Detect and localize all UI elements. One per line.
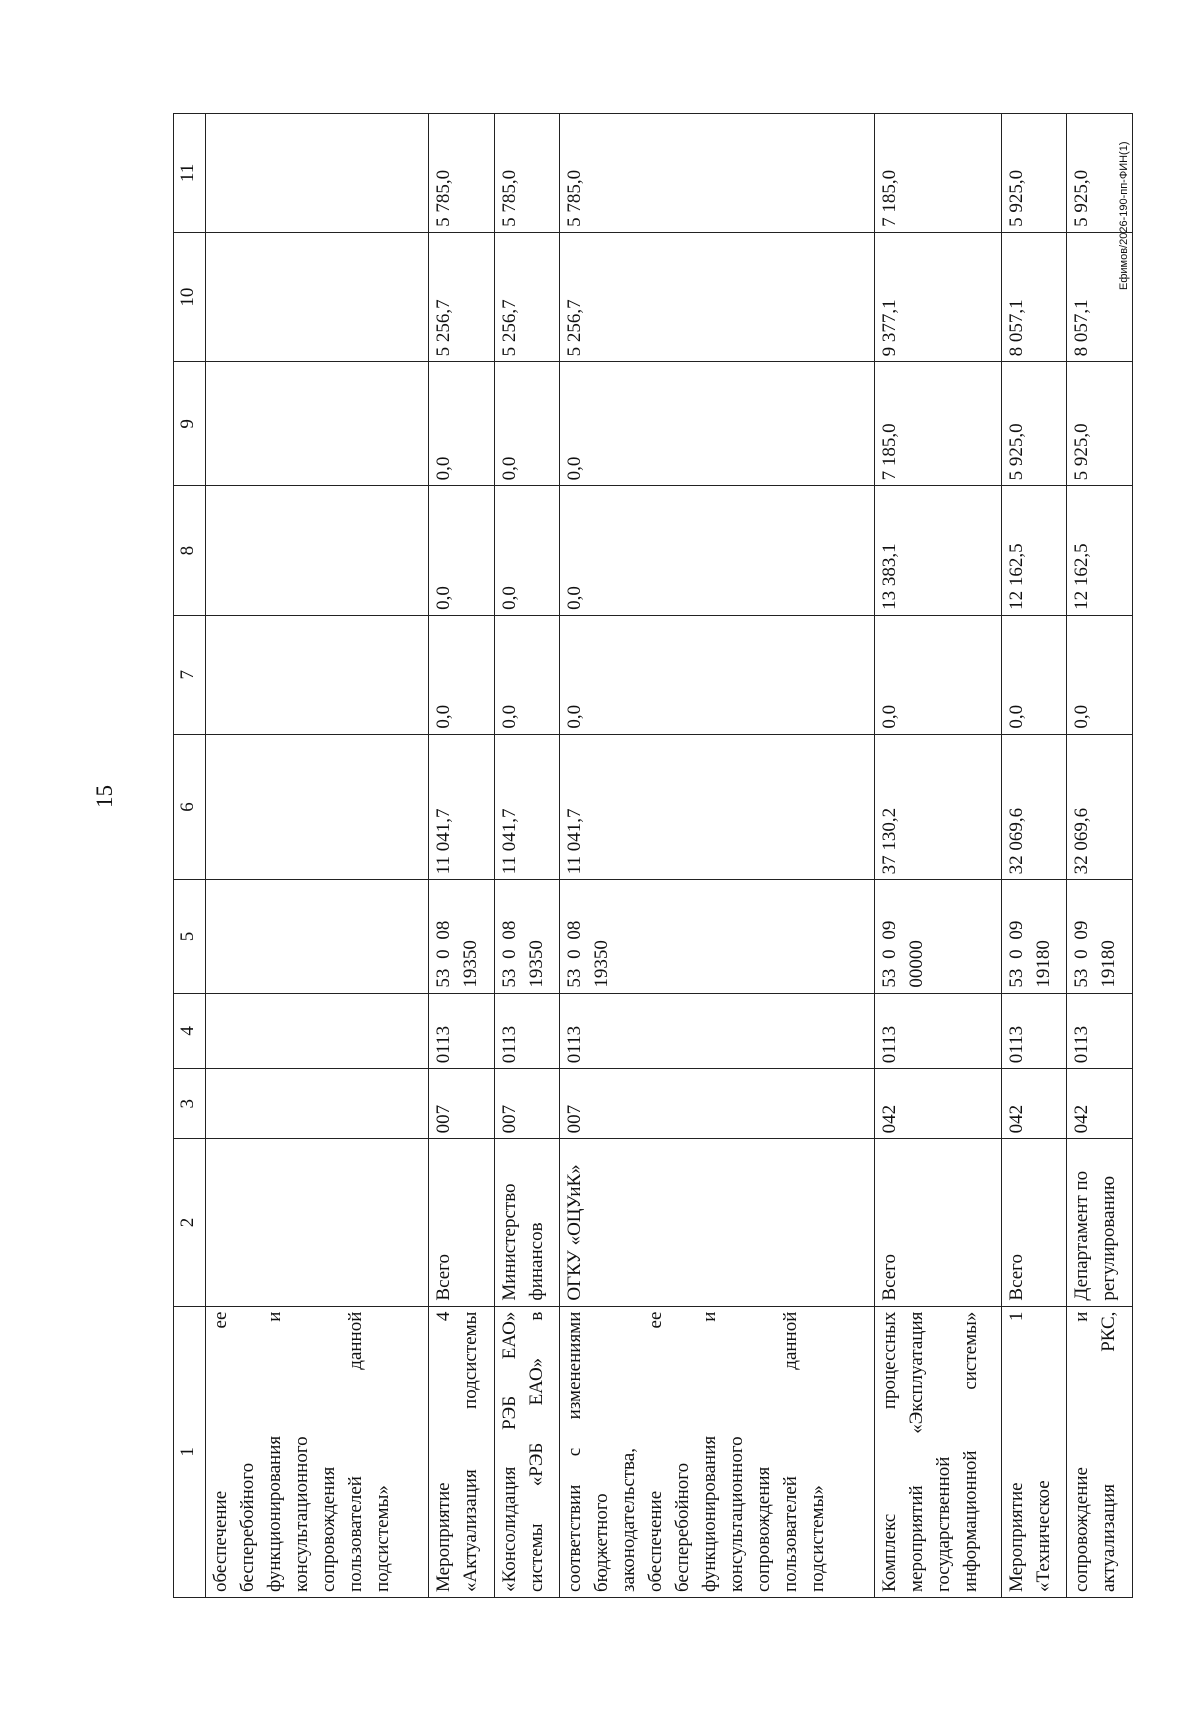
- header-cell: 4: [174, 993, 206, 1069]
- cell-value: [205, 232, 428, 362]
- header-cell: 1: [174, 1306, 206, 1597]
- cell-value: 12 162,5: [1067, 486, 1133, 616]
- cell-code: 042: [874, 1069, 1001, 1139]
- cell-value: 37 130,2: [874, 734, 1001, 880]
- cell-value: [205, 734, 428, 880]
- cell-value: 0,0: [874, 615, 1001, 734]
- cell-responsible: [205, 1139, 428, 1306]
- table-row: [205, 114, 428, 1598]
- cell-value: 0,0: [1001, 615, 1067, 734]
- cell-value: 7 185,0: [874, 362, 1001, 486]
- cell-value: 13 383,1: [874, 486, 1001, 616]
- cell-value: 0,0: [560, 362, 874, 486]
- cell-responsible: Всего: [429, 1139, 495, 1306]
- cell-target-article: 53 0 08 19350: [560, 880, 874, 993]
- cell-code: 007: [494, 1069, 560, 1139]
- table-row: [1001, 114, 1067, 1598]
- cell-value: 5 256,7: [560, 232, 874, 362]
- cell-value: 5 785,0: [560, 114, 874, 233]
- cell-value: 7 185,0: [874, 114, 1001, 233]
- cell-value: 11 041,7: [429, 734, 495, 880]
- cell-value: 12 162,5: [1001, 486, 1067, 616]
- header-cell: 3: [174, 1069, 206, 1139]
- budget-table-wrapper: [173, 113, 1133, 1598]
- header-cell: 8: [174, 486, 206, 616]
- cell-value: 5 925,0: [1001, 114, 1067, 233]
- cell-value: 0,0: [494, 486, 560, 616]
- cell-description: соответствии с изменениями бюджетного законодательства, обеспечение ее бесперебойного функционирования и консультационного сопровождения пользователей данной подсистемы»: [560, 1306, 874, 1597]
- cell-section: 0113: [1001, 993, 1067, 1069]
- header-cell: 11: [174, 114, 206, 233]
- cell-description: Мероприятие 4 «Актуализация подсистемы: [429, 1306, 495, 1597]
- cell-value: 5 925,0: [1067, 114, 1133, 233]
- footer-code: Ефимов/2026-190-пп-ФИН(1): [1118, 141, 1130, 290]
- cell-code: 042: [1001, 1069, 1067, 1139]
- cell-section: 0113: [874, 993, 1001, 1069]
- cell-value: 0,0: [429, 486, 495, 616]
- cell-value: 0,0: [429, 362, 495, 486]
- cell-section: 0113: [560, 993, 874, 1069]
- cell-section: [205, 993, 428, 1069]
- cell-target-article: 53 0 09 19180: [1001, 880, 1067, 993]
- header-cell: 6: [174, 734, 206, 880]
- header-cell: 7: [174, 615, 206, 734]
- table-row: [560, 114, 874, 1598]
- cell-code: 007: [560, 1069, 874, 1139]
- cell-value: 11 041,7: [560, 734, 874, 880]
- cell-responsible: Министерство финансов: [494, 1139, 560, 1306]
- cell-value: 32 069,6: [1067, 734, 1133, 880]
- page-number: 15: [92, 785, 117, 808]
- cell-description: «Консолидация РЭБ ЕАО» системы «РЭБ ЕАО» в: [494, 1306, 560, 1597]
- cell-value: 5 785,0: [494, 114, 560, 233]
- table-row: [494, 114, 560, 1598]
- budget-table: [173, 113, 1133, 1598]
- cell-description: сопровождение и актуализация РКС,: [1067, 1306, 1133, 1597]
- table-row: [874, 114, 1001, 1598]
- cell-value: 0,0: [560, 486, 874, 616]
- cell-description: Комплекс процессных мероприятий «Эксплуатация государственной информационной системы»: [874, 1306, 1001, 1597]
- cell-value: 8 057,1: [1067, 232, 1133, 362]
- cell-responsible: Департамент по регулированию: [1067, 1139, 1133, 1306]
- cell-code: [205, 1069, 428, 1139]
- cell-value: 0,0: [494, 362, 560, 486]
- header-cell: 9: [174, 362, 206, 486]
- header-cell: 10: [174, 232, 206, 362]
- cell-value: 0,0: [494, 615, 560, 734]
- cell-section: 0113: [1067, 993, 1133, 1069]
- cell-value: [205, 114, 428, 233]
- cell-target-article: 53 0 09 19180: [1067, 880, 1133, 993]
- header-row: [174, 114, 206, 1598]
- cell-value: 5 925,0: [1001, 362, 1067, 486]
- cell-value: 0,0: [429, 615, 495, 734]
- cell-value: 5 785,0: [429, 114, 495, 233]
- cell-value: 8 057,1: [1001, 232, 1067, 362]
- cell-target-article: 53 0 08 19350: [494, 880, 560, 993]
- cell-target-article: 53 0 08 19350: [429, 880, 495, 993]
- cell-responsible: Всего: [1001, 1139, 1067, 1306]
- cell-value: 5 256,7: [429, 232, 495, 362]
- cell-responsible: Всего: [874, 1139, 1001, 1306]
- cell-target-article: 53 0 09 00000: [874, 880, 1001, 993]
- table-row: [429, 114, 495, 1598]
- cell-value: 5 925,0: [1067, 362, 1133, 486]
- cell-value: [205, 486, 428, 616]
- cell-code: 042: [1067, 1069, 1133, 1139]
- cell-target-article: [205, 880, 428, 993]
- cell-value: 0,0: [1067, 615, 1133, 734]
- cell-value: 9 377,1: [874, 232, 1001, 362]
- header-cell: 2: [174, 1139, 206, 1306]
- cell-value: [205, 615, 428, 734]
- cell-value: 5 256,7: [494, 232, 560, 362]
- cell-value: 32 069,6: [1001, 734, 1067, 880]
- cell-description: Мероприятие 1 «Техническое: [1001, 1306, 1067, 1597]
- cell-section: 0113: [429, 993, 495, 1069]
- cell-value: 0,0: [560, 615, 874, 734]
- cell-code: 007: [429, 1069, 495, 1139]
- cell-responsible: ОГКУ «ОЦУиК»: [560, 1139, 874, 1306]
- cell-value: 11 041,7: [494, 734, 560, 880]
- table-row: [1067, 114, 1133, 1598]
- cell-section: 0113: [494, 993, 560, 1069]
- cell-description: обеспечение ее бесперебойного функционирования и консультационного сопровождения пользователей данной подсистемы»: [205, 1306, 428, 1597]
- header-cell: 5: [174, 880, 206, 993]
- cell-value: [205, 362, 428, 486]
